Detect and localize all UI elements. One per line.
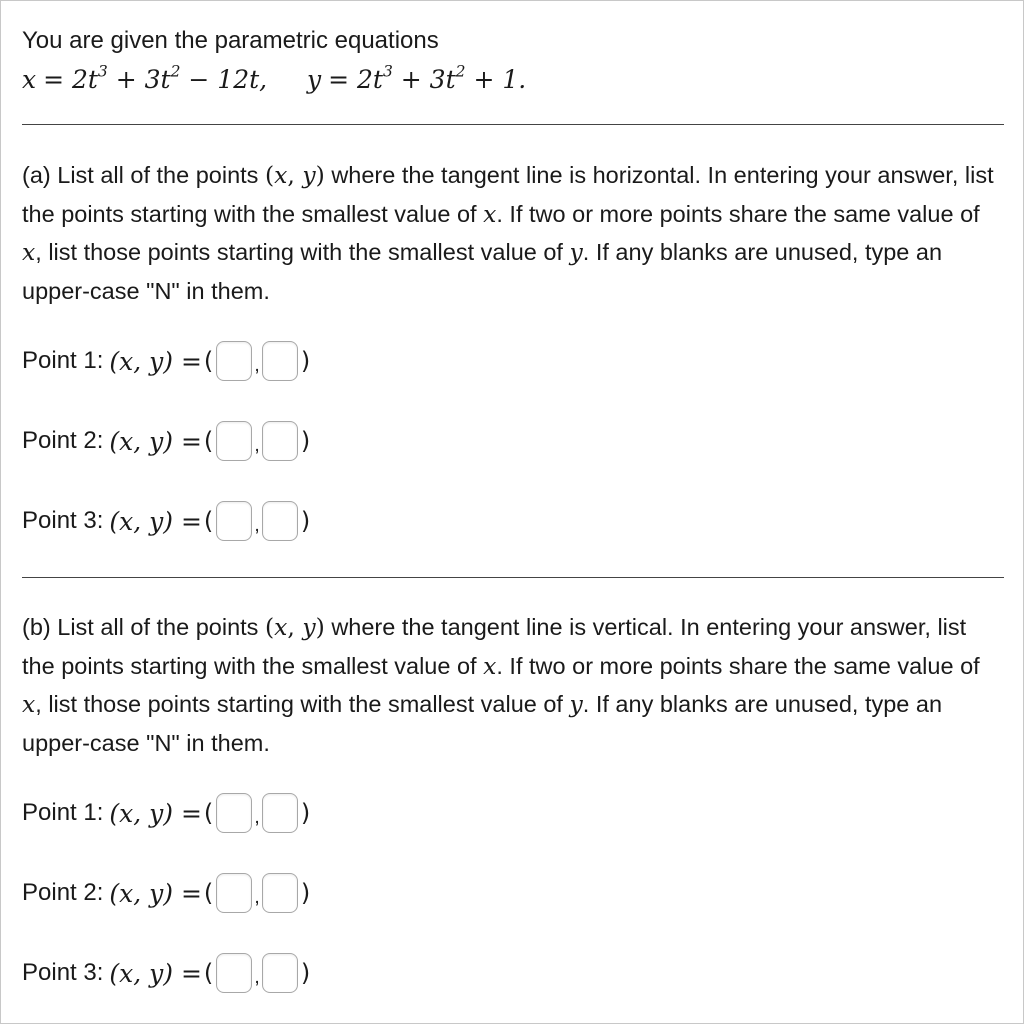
point-math: (x, y) =	[109, 878, 202, 908]
part-b-prompt: (b) List all of the points (x, y) where the tangent line is vertical. In entering your answer, list the points starting with the smallest value of x. If two or more points share the same value of x, list those points starting with the smallest value of y. If any blanks are unused, type an upper-case "N" in them.	[22, 613, 980, 756]
point-label: Point 3:	[22, 507, 104, 534]
divider	[22, 124, 1004, 125]
part-a-point-1	[22, 339, 312, 383]
divider	[22, 577, 1004, 578]
comma: ,	[254, 965, 260, 988]
open-paren: (	[203, 879, 214, 907]
part-b-point-3-x-input[interactable]	[216, 953, 252, 993]
point-label: Point 2:	[22, 427, 104, 454]
point-math: (x, y) =	[109, 426, 202, 456]
part-b-point-1-y-input[interactable]	[262, 793, 298, 833]
part-a-point-2-y-input[interactable]	[262, 421, 298, 461]
point-math: (x, y) =	[109, 798, 202, 828]
close-paren: )	[300, 799, 311, 827]
part-a-point-1-x-input[interactable]	[216, 341, 252, 381]
comma: ,	[254, 885, 260, 908]
comma: ,	[254, 513, 260, 536]
part-b-point-3-y-input[interactable]	[262, 953, 298, 993]
part-b-point-2-y-input[interactable]	[262, 873, 298, 913]
part-a-prompt: (a) List all of the points (x, y) where the tangent line is horizontal. In entering your answer, list the points starting with the smallest value of x. If two or more points share the same value of x, list those points starting with the smallest value of y. If any blanks are unused, type an upper-case "N" in them.	[22, 161, 994, 304]
comma: ,	[254, 805, 260, 828]
y-variable: y	[307, 65, 322, 94]
part-b-point-2	[22, 871, 312, 915]
y-equation: $2t^3 + 3t^2 + 1$.	[357, 62, 527, 94]
problem-intro: You are given the parametric equations	[22, 27, 439, 54]
point-label: Point 1:	[22, 799, 104, 826]
comma: ,	[254, 433, 260, 456]
part-a-point-1-y-input[interactable]	[262, 341, 298, 381]
part-b-point-2-x-input[interactable]	[216, 873, 252, 913]
point-math: (x, y) =	[109, 958, 202, 988]
part-a-point-3	[22, 499, 312, 543]
close-paren: )	[300, 427, 311, 455]
open-paren: (	[203, 427, 214, 455]
x-variable: x	[22, 65, 37, 94]
open-paren: (	[203, 507, 214, 535]
close-paren: )	[300, 347, 311, 375]
part-b-point-1	[22, 791, 312, 835]
point-math: (x, y) =	[109, 506, 202, 536]
parametric-equations: $x = 2t^3 + 3t^2 - 12t$, $y = 2t^3 + 3t^2 + 1$.	[22, 62, 527, 94]
part-a-point-3-y-input[interactable]	[262, 501, 298, 541]
part-b-point-3	[22, 951, 312, 995]
part-b-point-1-x-input[interactable]	[216, 793, 252, 833]
open-paren: (	[203, 799, 214, 827]
open-paren: (	[203, 959, 214, 987]
close-paren: )	[300, 959, 311, 987]
close-paren: )	[300, 879, 311, 907]
part-a-point-3-x-input[interactable]	[216, 501, 252, 541]
point-label: Point 2:	[22, 879, 104, 906]
point-label: Point 3:	[22, 959, 104, 986]
point-label: Point 1:	[22, 347, 104, 374]
close-paren: )	[300, 507, 311, 535]
comma: ,	[254, 353, 260, 376]
x-equation: $2t^3 + 3t^2 - 12t$,	[71, 62, 268, 94]
part-a-point-2-x-input[interactable]	[216, 421, 252, 461]
point-math: (x, y) =	[109, 346, 202, 376]
part-a-point-2	[22, 419, 312, 463]
open-paren: (	[203, 347, 214, 375]
